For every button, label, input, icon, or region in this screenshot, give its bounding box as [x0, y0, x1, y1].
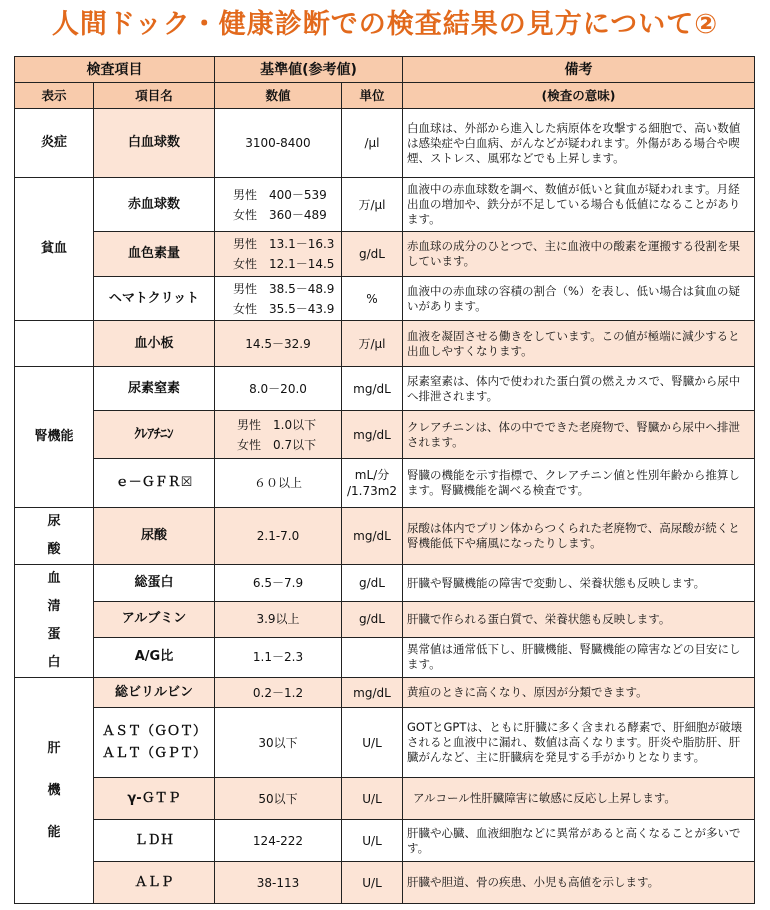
unit-cre: mg/dL [342, 411, 403, 459]
category-kan-1: 肝 [47, 740, 61, 756]
value-ldh: 124-222 [215, 820, 342, 862]
category-kessei-4: 白 [47, 655, 61, 670]
value-rbc-female: 女性 360－489 [233, 207, 327, 222]
value-hgb [215, 232, 342, 277]
unit-egfr [342, 459, 403, 508]
item-name-tbil: 総ビリルビン [94, 678, 215, 708]
item-name-tp: 総蛋白 [94, 565, 215, 602]
unit-wbc: /μl [342, 109, 403, 178]
note-hgb: 赤血球の成分のひとつで、主に血液中の酸素を運搬する役割を果しています。 [403, 232, 755, 277]
note-wbc: 白血球は、外部から進入した病原体を攻撃する細胞で、高い数値は感染症や白血病、がんなどが疑われます。外傷がある場合や喫煙、ストレス、風邪などでも上昇します。 [403, 109, 755, 178]
unit-ggt: U/L [342, 778, 403, 820]
value-bun: 8.0－20.0 [215, 367, 342, 411]
note-ggt: アルコール性肝臓障害に敏感に反応し上昇します。 [403, 778, 755, 820]
value-cre [215, 411, 342, 459]
category-jinkinou: 腎機能 [15, 367, 94, 508]
item-name-ldh: ＬＤＨ [94, 820, 215, 862]
item-name-ast: ＡＳＴ（ＧＯＴ） [101, 723, 206, 739]
category-kessei-1: 血 [47, 571, 61, 586]
category-kan [15, 678, 94, 904]
value-rbc-male: 男性 400－539 [233, 187, 327, 202]
unit-tp: g/dL [342, 565, 403, 602]
unit-hgb: g/dL [342, 232, 403, 277]
header-kensa-koumoku: 検査項目 [15, 57, 215, 83]
note-alp: 肝臓や胆道、骨の疾患、小児も高値を示します。 [403, 862, 755, 904]
value-cre-female: 女性 0.7以下 [237, 437, 317, 452]
category-nyousan [15, 508, 94, 565]
note-tbil: 黄疸のときに高くなり、原因が分類できます。 [403, 678, 755, 708]
value-egfr: ６０以上 [215, 459, 342, 508]
category-kessei-2: 清 [47, 599, 61, 614]
note-rbc: 血液中の赤血球数を調べ、数値が低いと貧血が疑われます。月経出血の増加や、鉄分が不足している場合も低値になることがあります。 [403, 178, 755, 232]
value-wbc: 3100-8400 [215, 109, 342, 178]
unit-rbc: 万/μl [342, 178, 403, 232]
item-name-cre: ｸﾚｱﾁﾆﾝ [94, 411, 215, 459]
category-blank [15, 321, 94, 367]
note-plt: 血液を凝固させる働きをしています。この値が極端に減少すると出血しやすくなります。 [403, 321, 755, 367]
unit-ua: mg/dL [342, 508, 403, 565]
results-table [14, 56, 755, 904]
header-imi: (検査の意味) [403, 83, 755, 109]
unit-egfr-line2: /1.73m2 [346, 484, 398, 498]
item-name-wbc: 白血球数 [94, 109, 215, 178]
unit-alb: g/dL [342, 602, 403, 637]
unit-ag [342, 637, 403, 677]
item-name-rbc: 赤血球数 [94, 178, 215, 232]
note-ua: 尿酸は体内でプリン体からつくられた老廃物で、高尿酸が続くと腎機能低下や痛風になったりします。 [403, 508, 755, 565]
item-name-ggt: γ-ＧＴＰ [94, 778, 215, 820]
header-hyouji: 表示 [15, 83, 94, 109]
note-alb: 肝臓で作られる蛋白質で、栄養状態も反映します。 [403, 602, 755, 637]
unit-ldh: U/L [342, 820, 403, 862]
unit-tbil: mg/dL [342, 678, 403, 708]
value-plt: 14.5－32.9 [215, 321, 342, 367]
unit-hct: % [342, 277, 403, 321]
header-tani: 単位 [342, 83, 403, 109]
header-suuchi: 数値 [215, 83, 342, 109]
value-tbil: 0.2－1.2 [215, 678, 342, 708]
category-enshou: 炎症 [15, 109, 94, 178]
note-cre: クレアチニンは、体の中でできた老廃物で、腎臓から尿中へ排泄されます。 [403, 411, 755, 459]
value-cre-male: 男性 1.0以下 [237, 417, 317, 432]
item-name-ua: 尿酸 [94, 508, 215, 565]
item-name-ag: A/G比 [94, 637, 215, 677]
note-egfr: 腎臓の機能を示す指標で、クレアチニン値と性別年齢から推算します。腎臓機能を調べる検査です。 [403, 459, 755, 508]
unit-plt: 万/μl [342, 321, 403, 367]
item-name-plt: 血小板 [94, 321, 215, 367]
value-ggt: 50以下 [215, 778, 342, 820]
item-name-alp: ＡＬＰ [94, 862, 215, 904]
value-hgb-female: 女性 12.1－14.5 [233, 257, 335, 271]
header-koumokumei: 項目名 [94, 83, 215, 109]
note-ldh: 肝臓や心臓、血液細胞などに異常があると高くなることが多いです。 [403, 820, 755, 862]
value-alb: 3.9以上 [215, 602, 342, 637]
unit-egfr-line1: mL/分 [354, 468, 390, 482]
value-ag: 1.1－2.3 [215, 637, 342, 677]
item-name-hgb: 血色素量 [94, 232, 215, 277]
category-hinketsu: 貧血 [15, 178, 94, 321]
value-alp: 38-113 [215, 862, 342, 904]
category-kan-3: 能 [47, 824, 61, 840]
category-kan-2: 機 [47, 782, 61, 798]
category-nyousan-2: 酸 [47, 542, 61, 557]
unit-alp: U/L [342, 862, 403, 904]
value-hgb-male: 男性 13.1－16.3 [233, 237, 335, 251]
category-nyousan-1: 尿 [47, 514, 61, 529]
item-name-ast-alt [94, 708, 215, 778]
item-name-egfr: ｅ－ＧＦＲ☒ [94, 459, 215, 508]
item-name-alt: ＡＬＴ（ＧＰＴ） [101, 745, 206, 761]
value-ast-alt: 30以下 [215, 708, 342, 778]
header-kijunchi: 基準値(参考値) [215, 57, 403, 83]
note-tp: 肝臓や腎臓機能の障害で変動し、栄養状態も反映します。 [403, 565, 755, 602]
item-name-bun: 尿素窒素 [94, 367, 215, 411]
item-name-alb: アルブミン [94, 602, 215, 637]
item-name-hct: ヘマトクリット [94, 277, 215, 321]
note-ag: 異常値は通常低下し、肝臓機能、腎臓機能の障害などの目安にします。 [403, 637, 755, 677]
note-bun: 尿素窒素は、体内で使われた蛋白質の燃えカスで、腎臓から尿中へ排泄されます。 [403, 367, 755, 411]
category-kessei [15, 565, 94, 678]
value-rbc [215, 178, 342, 232]
value-tp: 6.5－7.9 [215, 565, 342, 602]
header-bikou: 備考 [403, 57, 755, 83]
unit-bun: mg/dL [342, 367, 403, 411]
value-hct [215, 277, 342, 321]
note-hct: 血液中の赤血球の容積の割合（%）を表し、低い場合は貧血の疑いがあります。 [403, 277, 755, 321]
value-hct-male: 男性 38.5－48.9 [233, 281, 335, 296]
note-ast-alt: GOTとGPTは、ともに肝臓に多く含まれる酵素で、肝細胞が破壊されると血液中に漏れ、数値は高くなります。肝炎や脂肪肝、肝臓がんなど、主に肝臓病を発見する手がかりとなります。 [403, 708, 755, 778]
page-title: 人間ドック・健康診断での検査結果の見方について② [51, 9, 719, 40]
unit-ast-alt: U/L [342, 708, 403, 778]
category-kessei-3: 蛋 [47, 627, 61, 642]
value-hct-female: 女性 35.5－43.9 [233, 301, 335, 316]
value-ua: 2.1-7.0 [215, 508, 342, 565]
